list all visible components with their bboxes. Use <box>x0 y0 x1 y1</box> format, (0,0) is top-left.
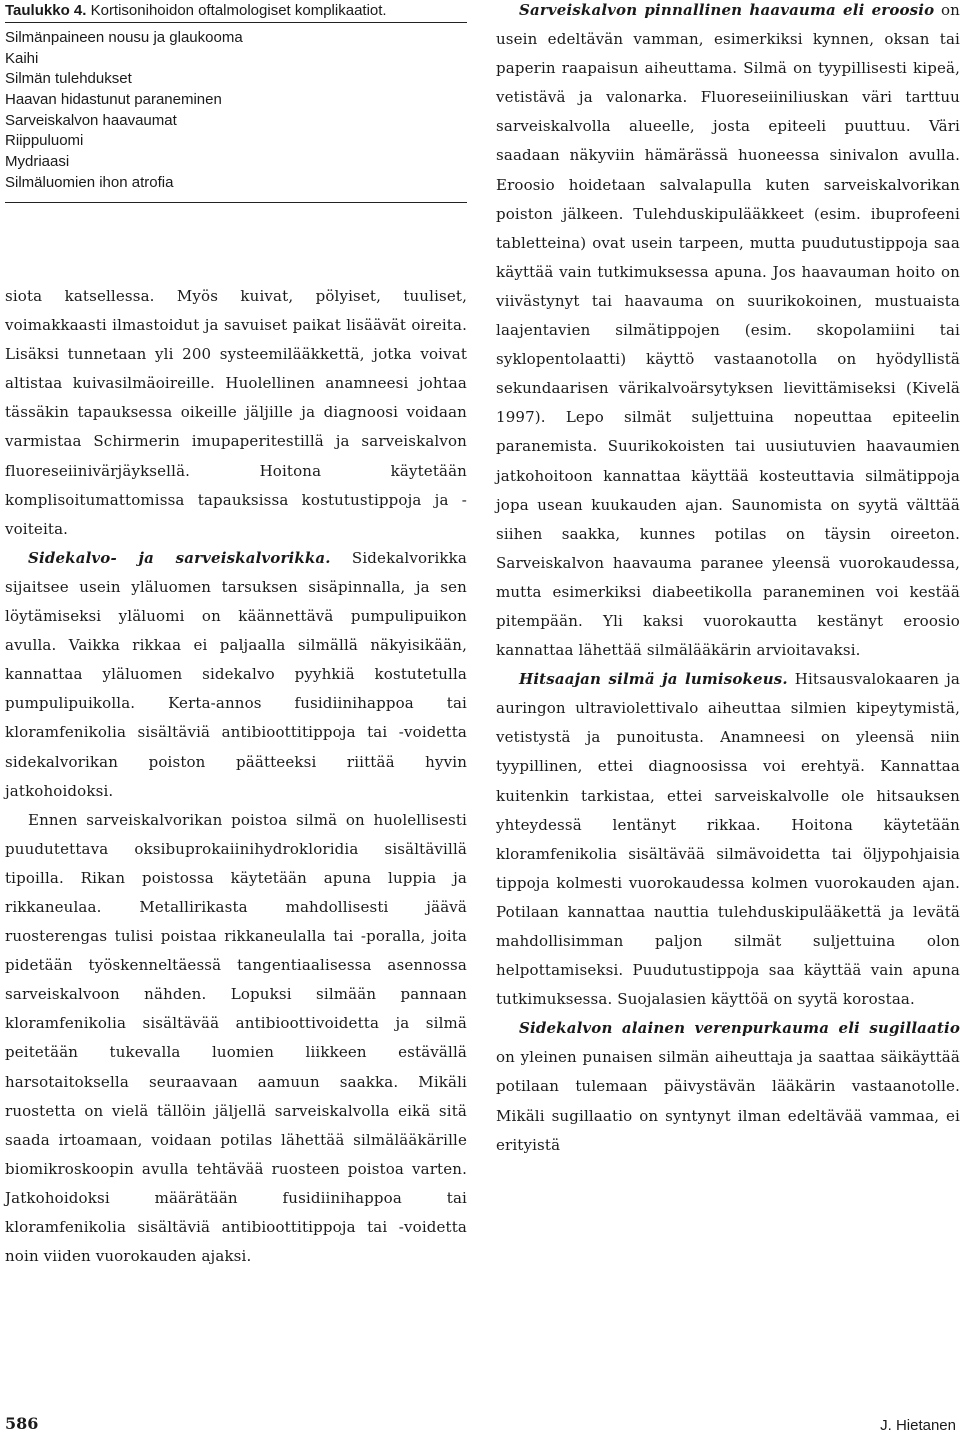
table-item: Mydriaasi <box>5 153 70 171</box>
table-item: Haavan hidastunut paraneminen <box>5 91 222 109</box>
table-item: Sarveiskalvon haavaumat <box>5 111 177 129</box>
author-name: J. Hietanen <box>880 1417 956 1434</box>
table-caption <box>5 0 467 22</box>
paragraph-welder-eye <box>496 665 960 1014</box>
section-heading-hemorrhage: Sidekalvon alainen verenpurkauma eli sugillaatio <box>519 1019 960 1038</box>
paragraph-corneal-removal: Ennen sarveiskalvorikan poistoa silmä on huolellisesti puudutettava oksibuprokaiinihydrokloridia sisältävillä tipoilla. Rikan poistossa käytetään apuna luppia ja rikkaneulaa. Metallirikasta mahdollisesti jäävä ruosterengas tulisi poistaa rikkaneulalla tai -poralla, joita pidetään työskenneltäessä tangentiaalisessa asennossa sarveiskalvoon nähden. Lopuksi silmään pannaan kloramfenikolia sisältävää antibioottivoidetta ja silmä peitetään tukevalla luomien liikkeen estävällä harsotaitoksella seuraavaan aamuun saakka. Mikäli ruostetta on vielä tällöin jäljellä sarveiskalvolla eikä sitä saada irtoamaan, voidaan potilas lähettää silmälääkärille biomikroskoopin avulla tehtävää ruosteen poistoa varten. Jatkohoidoksi määrätään fusidiinihappoa tai kloramfenikolia sisältäviä antibioottitippoja tai -voidetta noin viiden vuorokauden ajaksi. <box>5 810 467 1266</box>
paragraph-foreign-body-text: Sidekalvorikka sijaitsee usein yläluomen tarsuksen sisäpinnalla, ja sen löytämiseksi yläluomi on käännettävä pumpulipuikon avulla. Vaikka rikkaa ei paljaalla silmällä näkyisikään, kannattaa yläluomen sidekalvo pyyhkiä kostutetulla pumpulipuikolla. Kerta-annos fusidiinihappoa tai kloramfenikolia sisältäviä antibioottitippoja tai -voidetta sidekalvorikan poiston päätteeksi riittää hyvin jatkohoidoksi. <box>5 548 467 800</box>
table-item-list <box>5 23 467 202</box>
table-item: Silmänpaineen nousu ja glaukooma <box>5 29 243 46</box>
table-label: Taulukko 4. <box>5 2 87 19</box>
paragraph-erosion <box>496 0 960 665</box>
paragraph-dry-eye-continued: siota katsellessa. Myös kuivat, pölyiset, tuuliset, voimakkaasti ilmastoidut ja savuiset paikat lisäävät oireita. Lisäksi tunnetaan yli 200 systeemilääkkettä, jotka voivat altistaa kuivasilmäoireille. Huolellinen anamneesi johtaa tässäkin tapauksessa oikeille jäljille ja diagnoosi voidaan varmistaa Schirmerin imupaperitestillä ja sarveiskalvon fluoreseiinivärjäyksellä. Hoitona käytetään komplisoitumattomissa tapauksissa kostutustippoja ja -voiteita. <box>5 287 467 538</box>
table-item: Silmän tulehdukset <box>5 70 132 88</box>
paragraph-hemorrhage <box>496 1014 960 1159</box>
paragraph-erosion-text: on usein edeltävän vamman, esimerkiksi kynnen, oksan tai paperin raapaisun aiheuttama. Silmä on tyypillisesti kipeä, vetistävä ja valonarka. Fluoreseiiniliuskan väri tarttuu sarveiskalvolla alueelle, josta epiteeli puuttuu. Väri saadaan näkyviin hämärässä huoneessa sinivalon avulla. Eroosio hoidetaan salvalapulla kuten sarveiskalvorikan poiston jälkeen. Tulehduskipulääkkeet (esim. ibuprofeeni tabletteina) ovat usein tarpeen, mutta puudutustippoja saa käyttää vain tutkimuksessa apuna. Jos haavauman hoito on viivästynyt tai haavauma on suurikokoinen, mustuaista laajentavien silmätippojen (esim. skopolamiini tai syklopentolaatti) käyttö vastaanotolla on hyödyllistä sekundaarisen värikalvoärsytyksen lievittämiseksi (Kivelä 1997). Lepo silmät suljettuina nopeuttaa epiteelin paranemista. Suurikokoisten tai uusiutuvien haavaumien jatkohoitoon kannattaa käyttää kosteuttavia silmätippoja jopa usean kuukauden ajan. Saunomista on syytä välttää siihen saakka, kunnes potilas on täysin oireeton. Sarveiskalvon haavauma paranee yleensä vuorokaudessa, mutta esimerkiksi diabeetikolla paraneminen voi kestää pitempään. Yli kaksi vuorokautta kestänyt eroosio kannattaa lähettää silmälääkärin arvioitavaksi. <box>496 1 960 660</box>
page-number: 586 <box>5 1414 39 1433</box>
table-item: Kaihi <box>5 49 39 67</box>
left-text-column <box>5 282 467 1271</box>
table-title: Kortisonihoidon oftalmologiset komplikaatiot. <box>90 2 387 19</box>
complications-table <box>5 0 467 203</box>
table-bottom-rule <box>5 202 467 203</box>
paragraph-welder-eye-text: Hitsausvalokaaren ja auringon ultraviolettivalo aiheuttaa silmien kipeytymistä, vetistystä ja punoitusta. Anamneesi on yleensä niin tyypillinen, ettei diagnoosissa voi erehtyä. Kannattaa kuitenkin tarkistaa, ettei sarveiskalvolle ole hitsauksen yhteydessä lentänyt rikkaa. Hoitona käytetään kloramfenikolia sisältävää silmävoidetta tai öljypohjaisia tippoja kolmesti vuorokaudessa kolmen vuorokauden ajan. Potilaan kannattaa nauttia tulehduskipulääkettä ja levätä mahdollisimman paljon silmät suljettuina olon helpottamiseksi. Puudutustippoja saa käyttää vain apuna tutkimuksessa. Suojalasien käyttöä on syytä korostaa. <box>496 670 960 1009</box>
section-heading-foreign-body: Sidekalvo- ja sarveiskalvorikka. <box>28 548 331 567</box>
right-text-column <box>496 0 960 1160</box>
section-heading-erosion: Sarveiskalvon pinnallinen haavauma eli eroosio <box>519 1 935 19</box>
paragraph-hemorrhage-text: on yleinen punaisen silmän aiheuttaja ja saattaa säikäyttää potilaan tulemaan päivystävän lääkärin vastaanotolle. Mikäli sugillaatio on syntynyt ilman edeltävää vammaa, ei erityistä <box>496 1048 960 1154</box>
paragraph-foreign-body <box>5 544 467 806</box>
table-item: Riippuluomi <box>5 132 84 150</box>
table-item: Silmäluomien ihon atrofia <box>5 173 174 191</box>
section-heading-welder-eye: Hitsaajan silmä ja lumisokeus. <box>519 670 788 689</box>
